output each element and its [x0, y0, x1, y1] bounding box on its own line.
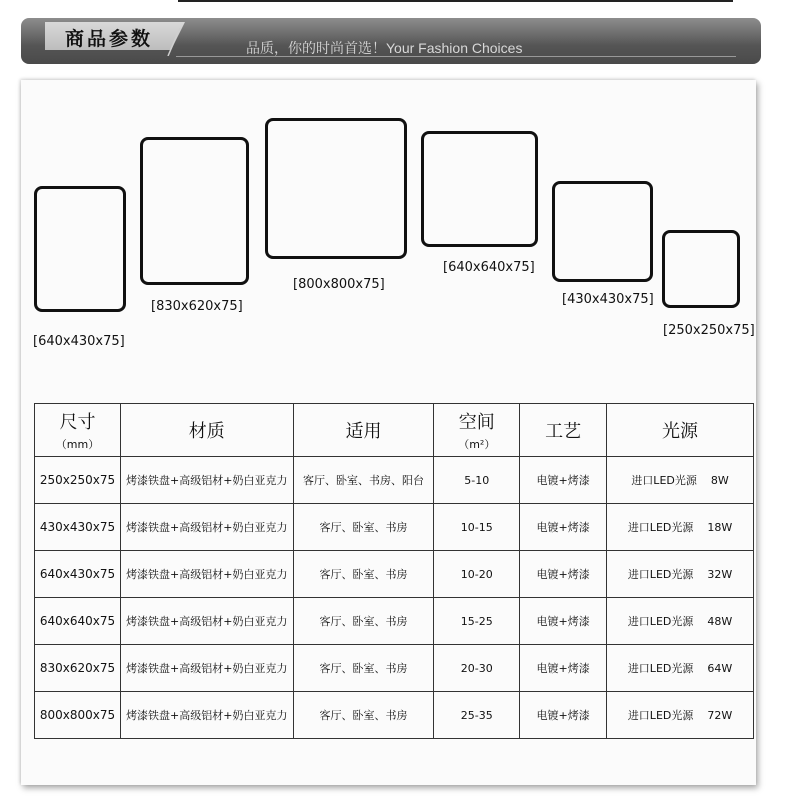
- header-size: [35, 404, 121, 457]
- table-header-row: [35, 404, 754, 457]
- section-header: [21, 18, 761, 64]
- frame-label-640x640: [640x640x75]: [443, 260, 535, 275]
- header-light: [607, 404, 754, 457]
- cell-craft: 电镀+烤漆: [520, 551, 607, 598]
- frame-label-640x430: [640x430x75]: [33, 334, 125, 349]
- table-row: [35, 598, 754, 645]
- frame-830x620: [140, 137, 249, 285]
- cell-space: 10-15: [434, 504, 520, 551]
- section-title: 商品参数: [65, 28, 154, 50]
- header-craft: [520, 404, 607, 457]
- frame-label-250x250: [250x250x75]: [663, 323, 755, 338]
- header-usage-label: 适用: [345, 421, 382, 442]
- frame-label-800x800: [800x800x75]: [293, 277, 385, 292]
- cell-craft: 电镀+烤漆: [520, 457, 607, 504]
- cell-material: 烤漆铁盘+高级铝材+奶白亚克力: [120, 645, 293, 692]
- cell-craft: 电镀+烤漆: [520, 504, 607, 551]
- cell-material: 烤漆铁盘+高级铝材+奶白亚克力: [120, 598, 293, 645]
- cell-size: 430x430x75: [35, 504, 121, 551]
- table-row: [35, 551, 754, 598]
- cell-usage: 客厅、卧室、书房: [293, 504, 434, 551]
- header-space-label: 空间: [458, 412, 495, 433]
- top-divider-line: [178, 0, 733, 2]
- header-size-unit: （mm）: [55, 438, 100, 451]
- header-material: [120, 404, 293, 457]
- cell-size: 640x430x75: [35, 551, 121, 598]
- cell-craft: 电镀+烤漆: [520, 645, 607, 692]
- cell-material: 烤漆铁盘+高级铝材+奶白亚克力: [120, 457, 293, 504]
- spec-table: [34, 403, 754, 739]
- cell-size: 830x620x75: [35, 645, 121, 692]
- cell-craft: 电镀+烤漆: [520, 598, 607, 645]
- header-size-label: 尺寸: [59, 412, 96, 433]
- frame-800x800: [265, 118, 407, 259]
- table-row: [35, 504, 754, 551]
- frame-430x430: [552, 181, 653, 282]
- table-row: [35, 692, 754, 739]
- cell-light: 进口LED光源 8W: [607, 457, 754, 504]
- table-row: [35, 457, 754, 504]
- cell-material: 烤漆铁盘+高级铝材+奶白亚克力: [120, 692, 293, 739]
- header-space-unit: （m²）: [458, 438, 496, 451]
- slogan-text: 品质，你的时尚首选！Your Fashion Choices: [246, 40, 523, 56]
- header-craft-label: 工艺: [545, 421, 582, 442]
- cell-size: 800x800x75: [35, 692, 121, 739]
- cell-light: 进口LED光源 32W: [607, 551, 754, 598]
- frame-label-430x430: [430x430x75]: [562, 292, 654, 307]
- cell-craft: 电镀+烤漆: [520, 692, 607, 739]
- frame-label-830x620: [830x620x75]: [151, 299, 243, 314]
- cell-material: 烤漆铁盘+高级铝材+奶白亚克力: [120, 504, 293, 551]
- cell-space: 20-30: [434, 645, 520, 692]
- cell-space: 25-35: [434, 692, 520, 739]
- cell-usage: 客厅、卧室、书房: [293, 598, 434, 645]
- header-usage: [293, 404, 434, 457]
- cell-usage: 客厅、卧室、书房: [293, 692, 434, 739]
- cell-light: 进口LED光源 48W: [607, 598, 754, 645]
- table-row: [35, 645, 754, 692]
- cell-space: 10-20: [434, 551, 520, 598]
- cell-space: 5-10: [434, 457, 520, 504]
- cell-usage: 客厅、卧室、书房: [293, 551, 434, 598]
- frame-250x250: [662, 230, 740, 308]
- header-light-label: 光源: [662, 421, 699, 442]
- cell-usage: 客厅、卧室、书房: [293, 645, 434, 692]
- frame-640x430: [34, 186, 126, 312]
- frame-640x640: [421, 131, 538, 247]
- cell-size: 640x640x75: [35, 598, 121, 645]
- cell-space: 15-25: [434, 598, 520, 645]
- cell-light: 进口LED光源 64W: [607, 645, 754, 692]
- cell-light: 进口LED光源 72W: [607, 692, 754, 739]
- cell-material: 烤漆铁盘+高级铝材+奶白亚克力: [120, 551, 293, 598]
- cell-light: 进口LED光源 18W: [607, 504, 754, 551]
- cell-size: 250x250x75: [35, 457, 121, 504]
- header-material-label: 材质: [188, 421, 225, 442]
- cell-usage: 客厅、卧室、书房、阳台: [293, 457, 434, 504]
- header-space: [434, 404, 520, 457]
